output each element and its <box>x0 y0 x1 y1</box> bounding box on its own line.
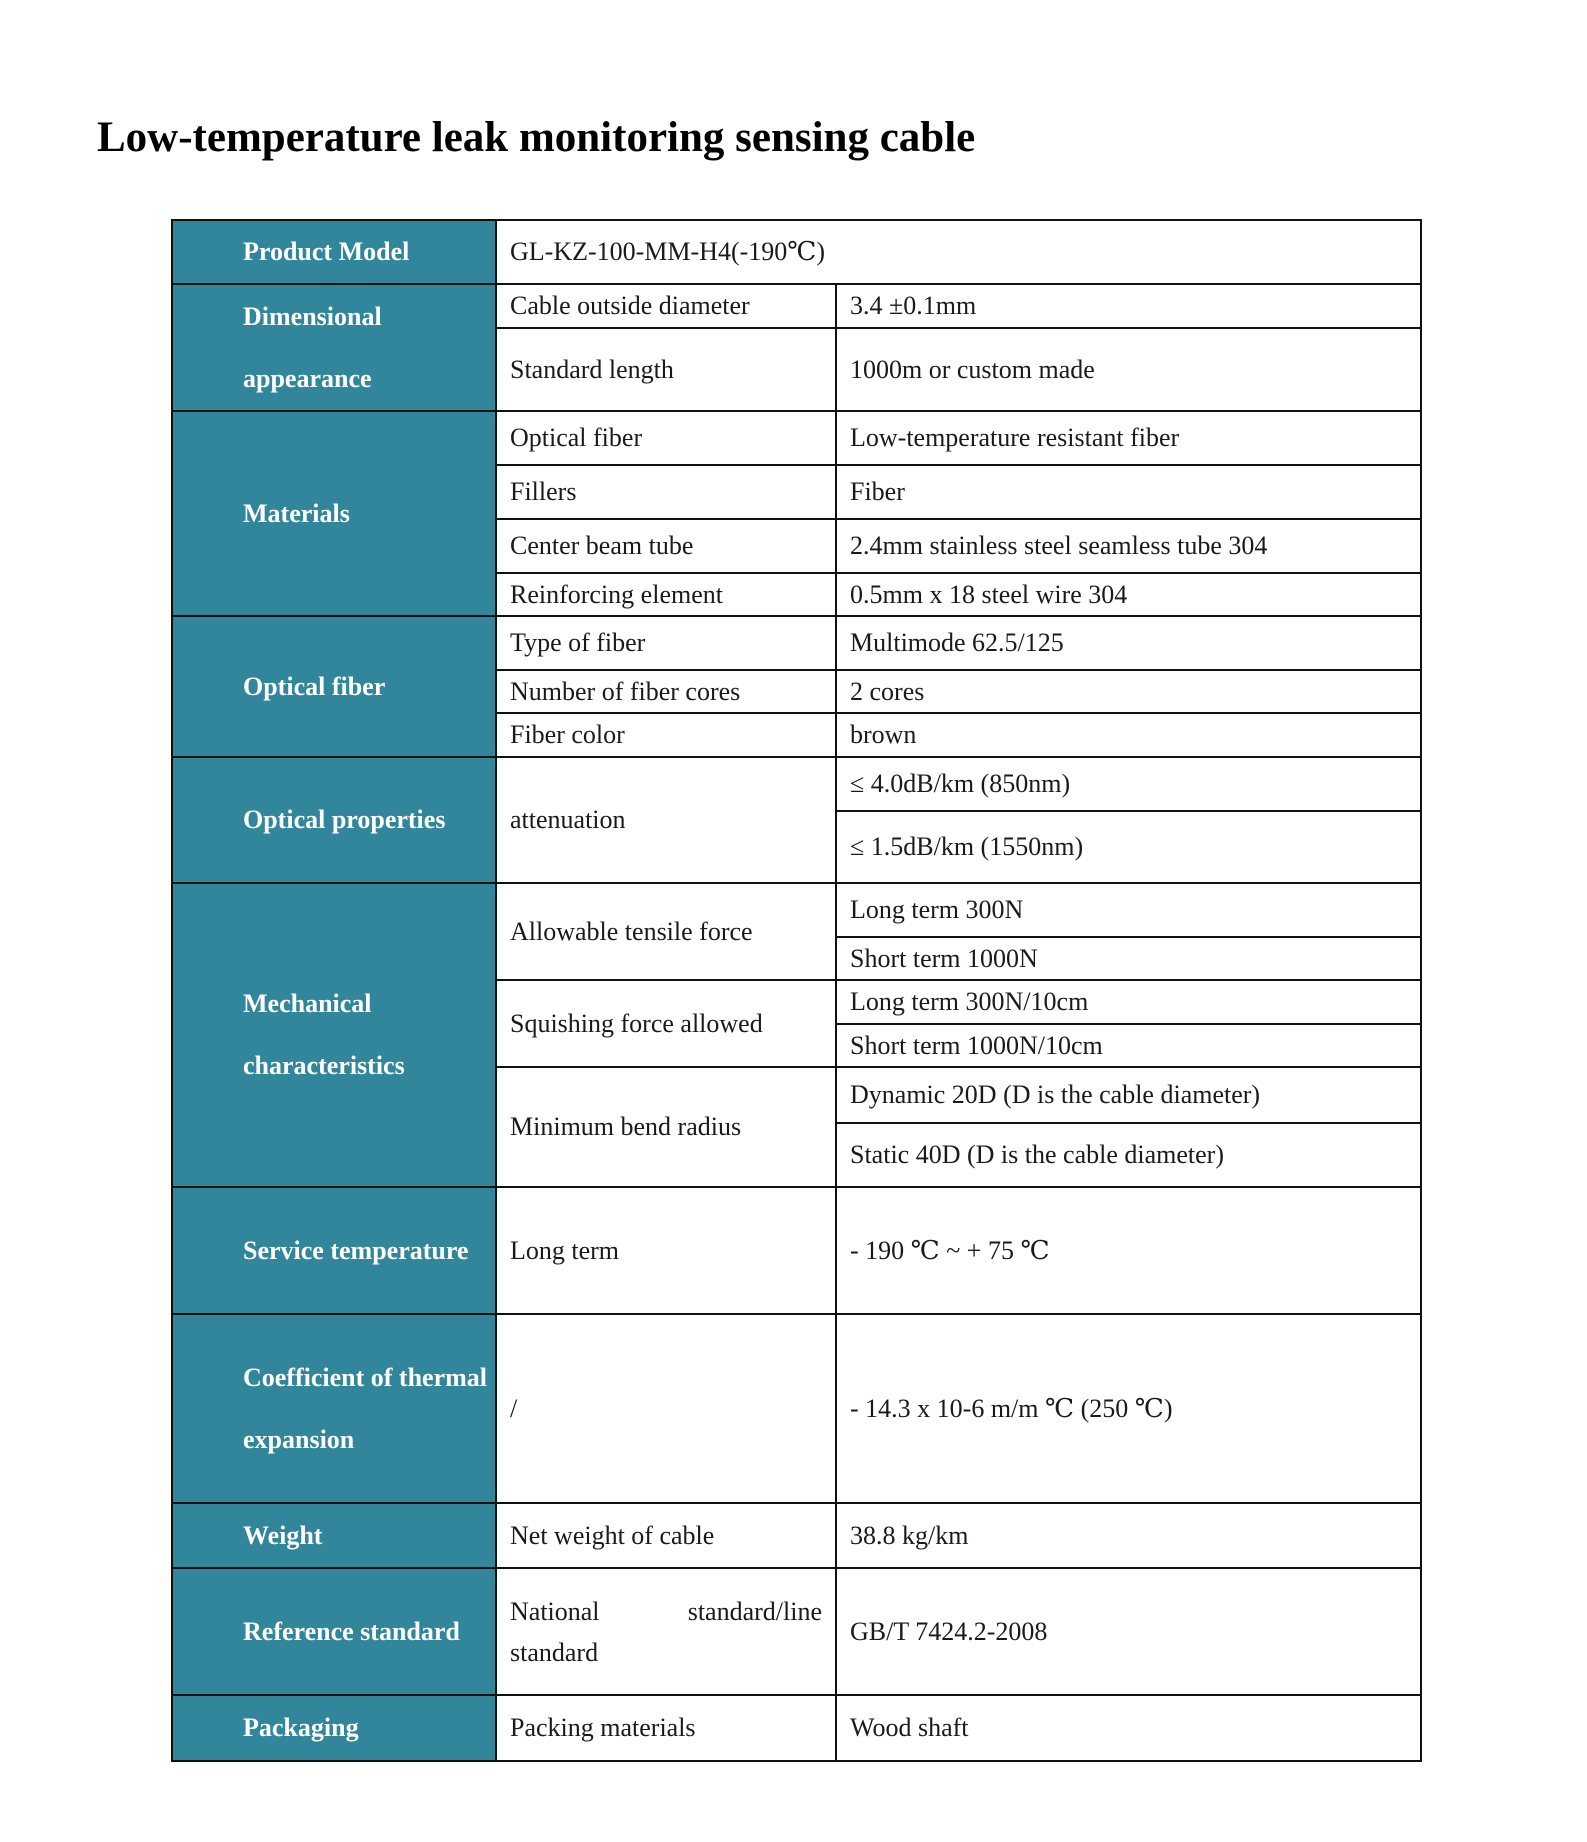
param-cell: Fiber color <box>496 713 836 757</box>
param-cell: Cable outside diameter <box>496 284 836 328</box>
value-cell: 0.5mm x 18 steel wire 304 <box>836 573 1421 616</box>
category-product-model: Product Model <box>172 220 496 284</box>
value-cell: brown <box>836 713 1421 757</box>
value-cell: - 190 ℃ ~ + 75 ℃ <box>836 1187 1421 1314</box>
param-cell: National standard/line standard <box>496 1568 836 1695</box>
value-cell: GB/T 7424.2-2008 <box>836 1568 1421 1695</box>
value-cell: Long term 300N <box>836 883 1421 937</box>
value-cell: Dynamic 20D (D is the cable diameter) <box>836 1067 1421 1123</box>
value-cell: 2 cores <box>836 670 1421 713</box>
value-cell: Fiber <box>836 465 1421 519</box>
value-cell: Short term 1000N/10cm <box>836 1024 1421 1067</box>
param-cell: Fillers <box>496 465 836 519</box>
value-cell: ≤ 4.0dB/km (850nm) <box>836 757 1421 811</box>
table-row <box>172 1314 1421 1503</box>
spec-table <box>171 219 1422 1762</box>
value-cell: 2.4mm stainless steel seamless tube 304 <box>836 519 1421 573</box>
value-cell: Static 40D (D is the cable diameter) <box>836 1123 1421 1187</box>
category-materials: Materials <box>172 411 496 616</box>
param-cell: Squishing force allowed <box>496 980 836 1067</box>
category-packaging: Packaging <box>172 1695 496 1761</box>
value-cell: Short term 1000N <box>836 937 1421 980</box>
param-cell: Center beam tube <box>496 519 836 573</box>
category-reference-standard: Reference standard <box>172 1568 496 1695</box>
category-optical-properties: Optical properties <box>172 757 496 883</box>
table-row <box>172 757 1421 811</box>
value-cell: 38.8 kg/km <box>836 1503 1421 1568</box>
category-thermal-expansion: Coefficient of thermal expansion <box>172 1314 496 1503</box>
table-row <box>172 411 1421 465</box>
value-cell: Wood shaft <box>836 1695 1421 1761</box>
param-cell: Long term <box>496 1187 836 1314</box>
param-cell: attenuation <box>496 757 836 883</box>
param-cell: Net weight of cable <box>496 1503 836 1568</box>
page-title: Low-temperature leak monitoring sensing cable <box>97 114 976 161</box>
value-cell: 1000m or custom made <box>836 328 1421 411</box>
table-row <box>172 1187 1421 1314</box>
category-dimensional-appearance: Dimensional appearance <box>172 284 496 411</box>
param-cell: Type of fiber <box>496 616 836 670</box>
category-mechanical-characteristics: Mechanical characteristics <box>172 883 496 1187</box>
value-cell: ≤ 1.5dB/km (1550nm) <box>836 811 1421 883</box>
param-cell: Minimum bend radius <box>496 1067 836 1187</box>
table-row <box>172 1568 1421 1695</box>
product-model-value: GL-KZ-100-MM-H4(-190℃) <box>496 220 1421 284</box>
param-cell: Allowable tensile force <box>496 883 836 980</box>
param-cell: Optical fiber <box>496 411 836 465</box>
param-cell: Standard length <box>496 328 836 411</box>
table-row <box>172 220 1421 284</box>
param-cell: / <box>496 1314 836 1503</box>
value-cell: - 14.3 x 10-6 m/m ℃ (250 ℃) <box>836 1314 1421 1503</box>
param-cell: Number of fiber cores <box>496 670 836 713</box>
value-cell: 3.4 ±0.1mm <box>836 284 1421 328</box>
category-weight: Weight <box>172 1503 496 1568</box>
value-cell: Low-temperature resistant fiber <box>836 411 1421 465</box>
table-row <box>172 883 1421 937</box>
value-cell: Multimode 62.5/125 <box>836 616 1421 670</box>
param-cell: Packing materials <box>496 1695 836 1761</box>
value-cell: Long term 300N/10cm <box>836 980 1421 1024</box>
category-service-temperature: Service temperature <box>172 1187 496 1314</box>
table-row <box>172 1503 1421 1568</box>
table-row <box>172 284 1421 328</box>
table-row <box>172 1695 1421 1761</box>
param-cell: Reinforcing element <box>496 573 836 616</box>
category-optical-fiber: Optical fiber <box>172 616 496 757</box>
table-row <box>172 616 1421 670</box>
